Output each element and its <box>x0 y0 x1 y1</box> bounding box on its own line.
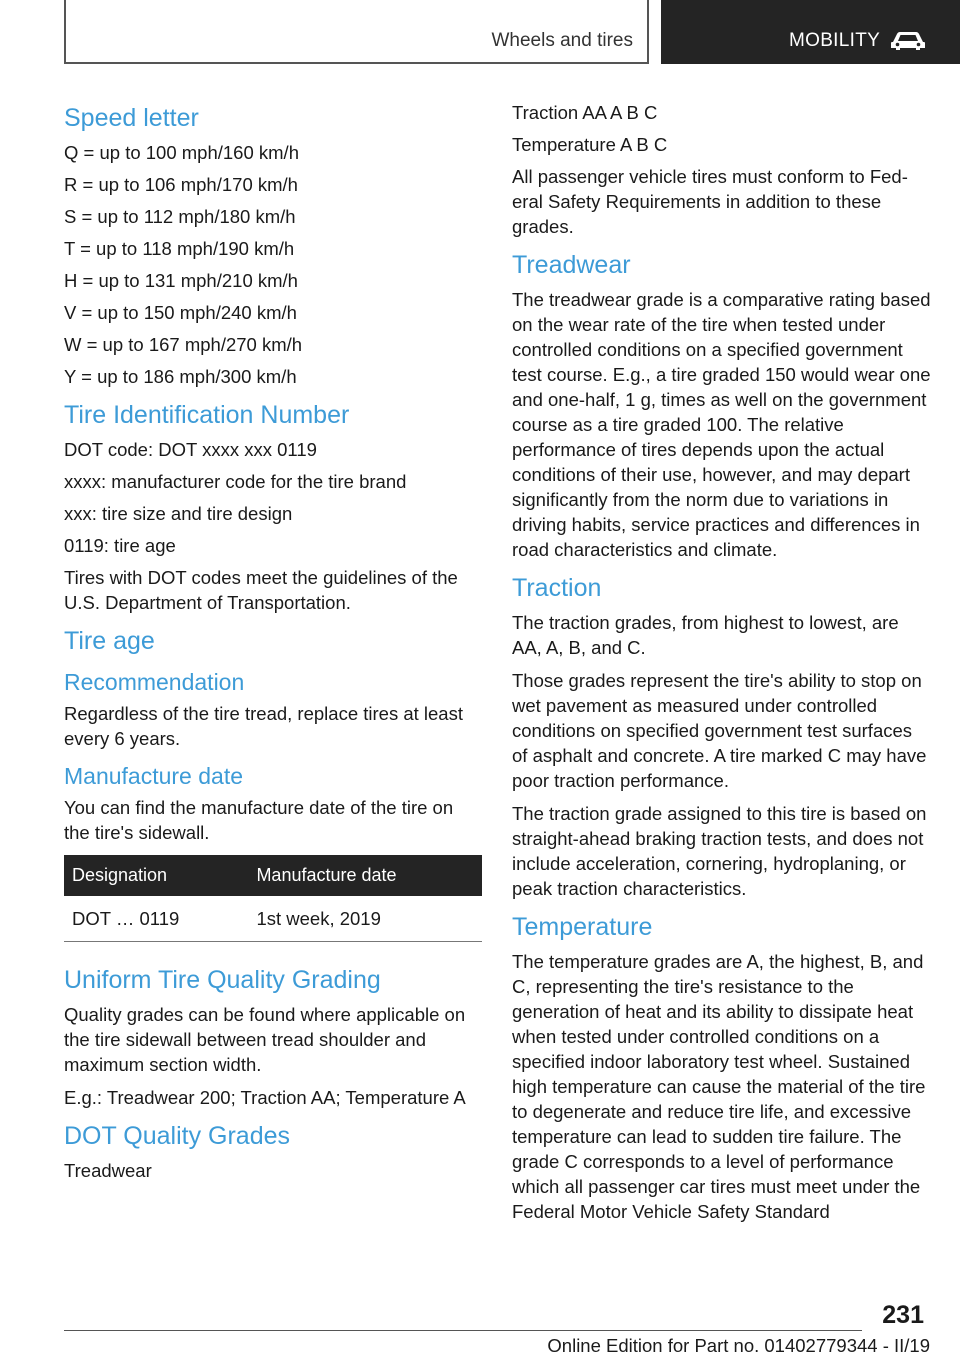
edition-note: Online Edition for Part no. 01402779344 - II/19 <box>547 1335 930 1356</box>
dot-grades-treadwear: Treadwear <box>64 1160 152 1181</box>
manufacture-date-text: You can find the manufacture date of the tire on the tire's sidewall. <box>64 797 454 843</box>
speed-line-w: W = up to 167 mph/270 km/h <box>64 334 303 355</box>
speed-line-y: Y = up to 186 mph/300 km/h <box>64 366 297 387</box>
tin-line: DOT code: DOT xxxx xxx 0119 <box>64 439 317 460</box>
tin-line: 0119: tire age <box>64 535 176 556</box>
temperature-text: The temperature grades are A, the highest, B, and C, representing the tire's resistance to the generation of heat and its ability to dissipate heat when tested under controlled conditions on a specified indoor laboratory test wheel. Sustained high temperature can cause the material of the tire to degenerate and reduce tire life, and excessive temperature can lead to sudden tire failure. The grade C corresponds to a level of performance which all passenger car tires must meet under the Federal Motor Vehicle Safety Standard <box>512 951 926 1222</box>
chapter-title: MOBILITY <box>789 30 881 51</box>
traction-heading: Traction <box>512 574 602 602</box>
grade-conformance-text: All passenger vehicle tires must conform to Federal Safety Requirements in addition to these grades. <box>512 166 908 237</box>
table-header-designation: Designation <box>64 855 248 896</box>
utqg-example: E.g.: Treadwear 200; Traction AA; Temperature A <box>64 1087 466 1108</box>
manufacture-date-heading: Manufacture date <box>64 763 244 789</box>
tin-line: xxx: tire size and tire design <box>64 503 293 524</box>
tin-line: xxxx: manufacturer code for the tire brand <box>64 471 407 492</box>
manufacture-date-table <box>64 855 482 942</box>
table-cell-designation: DOT … 0119 <box>64 896 248 942</box>
tin-line: Tires with DOT codes meet the guidelines of the U.S. Department of Transportation. <box>64 567 458 613</box>
traction-paragraph: Those grades represent the tire's ability to stop on wet pavement as measured under controlled conditions on specified government test surfaces of asphalt and concrete. A tire marked C may have poor traction performance. <box>512 670 927 791</box>
grade-line-traction: Traction AA A B C <box>512 102 658 123</box>
utqg-heading: Uniform Tire Quality Grading <box>64 966 381 994</box>
speed-line-r: R = up to 106 mph/170 km/h <box>64 174 298 195</box>
footer-divider <box>64 1330 862 1331</box>
section-title: Wheels and tires <box>491 30 633 51</box>
header-section-box <box>64 0 649 64</box>
traction-paragraph: The traction grade assigned to this tire is based on straight-ahead braking traction tests, and does not include acceleration, cornering, hydroplaning, or peak traction characteristics. <box>512 803 927 899</box>
recommendation-heading: Recommendation <box>64 669 245 695</box>
treadwear-text: The treadwear grade is a comparative rating based on the wear rate of the tire when tested under controlled conditions on a specified government test course. E.g., a tire graded 150 would wear one and one-half, 1 g, times as well on the government course as a tire graded 100. The relative performance of tires depends upon the actual conditions of their use, however, and may depart significantly from the norm due to variations in driving habits, service practices and differences in road characteristics and climate. <box>512 289 931 560</box>
car-icon <box>890 28 926 52</box>
speed-line-v: V = up to 150 mph/240 km/h <box>64 302 297 323</box>
traction-paragraph: The traction grades, from highest to lowest, are AA, A, B, and C. <box>512 612 899 658</box>
speed-letter-heading: Speed letter <box>64 104 199 132</box>
temperature-heading: Temperature <box>512 913 653 941</box>
header-chapter-box <box>661 0 960 64</box>
dot-grades-heading: DOT Quality Grades <box>64 1122 291 1150</box>
table-row <box>64 896 482 942</box>
speed-line-h: H = up to 131 mph/210 km/h <box>64 270 298 291</box>
right-column <box>512 100 932 1232</box>
tire-age-heading: Tire age <box>64 627 155 655</box>
grade-line-temperature: Temperature A B C <box>512 134 668 155</box>
left-column <box>64 100 482 1191</box>
tin-heading: Tire Identification Number <box>64 401 350 429</box>
speed-line-q: Q = up to 100 mph/160 km/h <box>64 142 299 163</box>
speed-line-t: T = up to 118 mph/190 km/h <box>64 238 295 259</box>
treadwear-heading: Treadwear <box>512 251 631 279</box>
utqg-paragraph: Quality grades can be found where applicable on the tire sidewall between tread shoulder and maximum section width. <box>64 1004 466 1075</box>
recommendation-text: Regardless of the tire tread, replace tires at least every 6 years. <box>64 703 463 749</box>
table-header-manufacture-date: Manufacture date <box>248 855 482 896</box>
speed-line-s: S = up to 112 mph/180 km/h <box>64 206 296 227</box>
table-cell-date: 1st week, 2019 <box>248 896 482 942</box>
page-number: 231 <box>882 1301 924 1329</box>
